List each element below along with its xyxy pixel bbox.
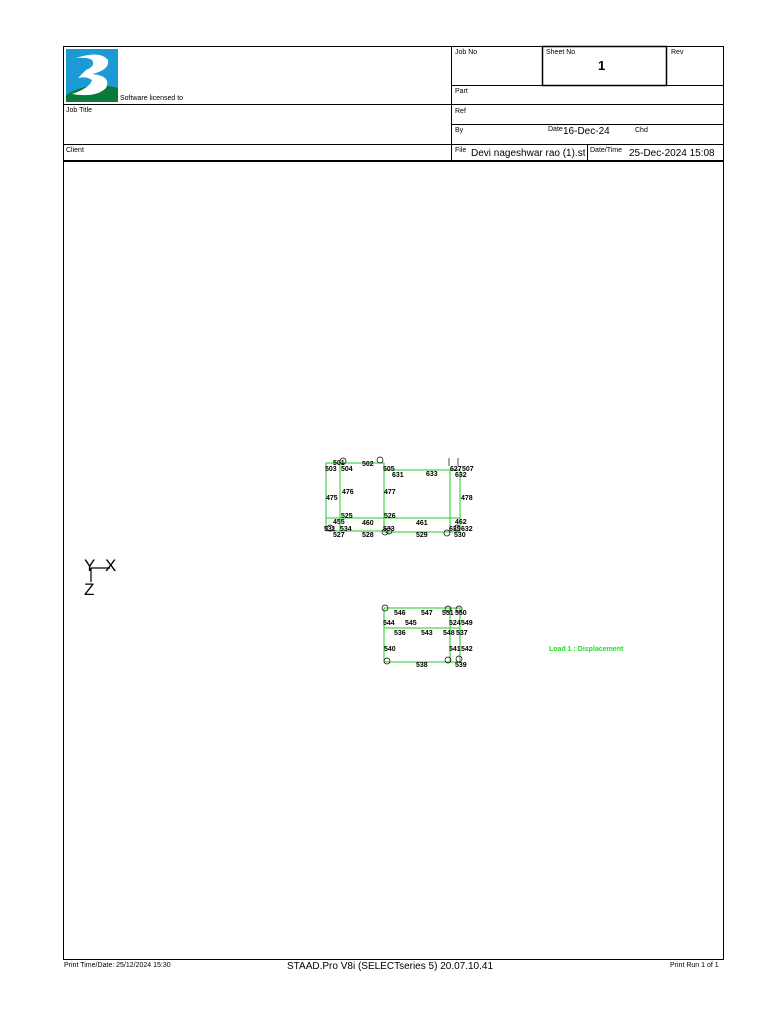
node-label: 462 [455,519,467,526]
node-label: 528 [362,532,374,539]
node-label: 539 [455,662,467,669]
node-label: 534 [340,526,352,533]
node-label: 503 [325,466,337,473]
rev-label: Rev [671,49,684,56]
node-label: 536 [394,630,406,637]
program-version: STAAD.Pro V8i (SELECTseries 5) 20.07.10.41 [287,961,494,972]
node-label: 530 [454,532,466,539]
part-label: Part [455,88,468,95]
node-label: 546 [394,610,406,617]
node-label: 542 [461,646,473,653]
node-label: 504 [341,466,353,473]
node-label: 507 [462,466,474,473]
node-label: 627 [450,466,462,473]
file-label: File [455,147,467,154]
datetime-label: Date/Time [590,147,623,154]
load-case-label: Load 1 : Displacement [549,646,624,653]
node-label: 502 [362,461,374,468]
job-no-label: Job No [455,49,478,56]
node-label: 631 [392,472,404,479]
node-label: 633 [426,471,438,478]
node-label: 460 [362,520,374,527]
node-label: 545 [405,620,417,627]
node-label: 533 [383,526,395,533]
client-label: Client [66,147,84,154]
node-label: 632 [461,526,473,533]
node-label: 551 [442,610,454,617]
node-label: 526 [384,513,396,520]
node-label: 549 [461,620,473,627]
node-label: 538 [416,662,428,669]
print-time: Print Time/Date: 25/12/2024 15:30 [64,962,171,969]
node-label: 547 [421,610,433,617]
software-licensed-to: Software licensed to [120,95,184,102]
print-run: Print Run 1 of 1 [670,962,719,969]
node-label: 478 [461,495,473,502]
node-label: 524 [449,620,461,627]
node-label: 525 [341,513,353,520]
node-label: 531 [324,526,336,533]
sheet-no-label: Sheet No [546,49,576,56]
node-label: 550 [455,610,467,617]
node-label: 537 [456,630,468,637]
ref-label: Ref [455,108,466,115]
node-label: 476 [342,489,354,496]
bentley-b-logo [66,49,118,102]
node-label: 475 [326,495,338,502]
date-value: 16-Dec-24 [563,126,610,137]
sheet-no-value: 1 [598,58,606,73]
node-label: 461 [416,520,428,527]
node-label: 548 [443,630,455,637]
node-label: 527 [333,532,345,539]
node-label: 477 [384,489,396,496]
node-label: 529 [416,532,428,539]
node-label: 455 [333,519,345,526]
node-label: 540 [384,646,396,653]
by-label: By [455,127,464,134]
node-label: 544 [383,620,395,627]
node-label: 505 [383,466,395,473]
job-title-label: Job Title [66,107,93,114]
axis-y-label: Y [84,556,96,575]
node-label: 541 [449,646,461,653]
file-value: Devi nageshwar rao (1).st [471,148,585,159]
node-label: 501 [333,460,345,467]
node-label: 543 [421,630,433,637]
axis-z-label: Z [84,580,95,599]
chd-label: Chd [635,127,648,134]
date-label: Date [548,126,563,133]
node-label: 635 [449,526,461,533]
node-label: 632 [455,472,467,479]
datetime-value: 25-Dec-2024 15:08 [629,148,715,159]
axis-x-label: X [105,556,117,575]
